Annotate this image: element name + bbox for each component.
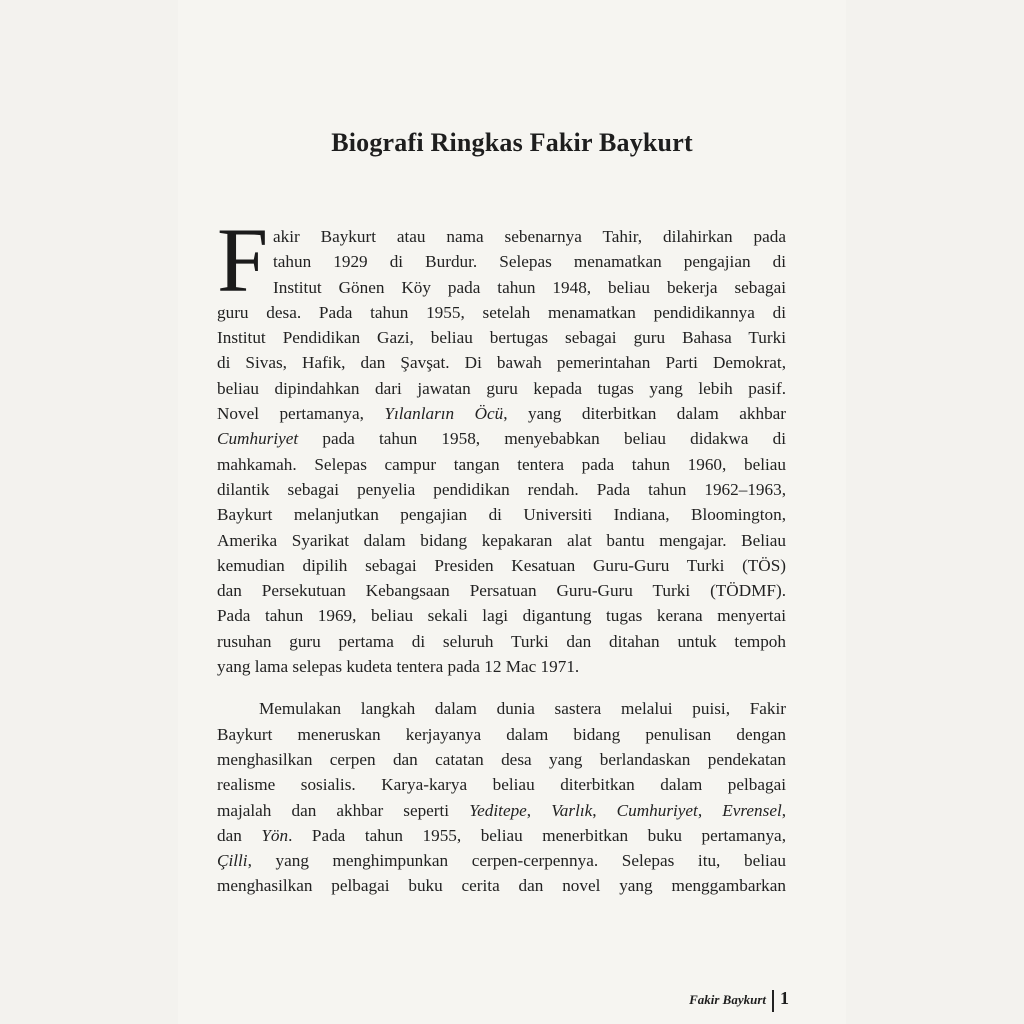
paragraph-gap (217, 679, 786, 696)
text-line: yang lama selepas kudeta tentera pada 12 Mac 1971. (217, 657, 580, 677)
running-footer-title: Fakir Baykurt (689, 992, 766, 1007)
text-line: Institut Gönen Köy pada tahun 1948, beliau bekerja sebagai (273, 277, 786, 297)
italic-title: Cumhuriyet (616, 800, 698, 820)
text-line: mahkamah. Selepas campur tangan tentera pada tahun 1960, beliau (217, 454, 786, 474)
italic-title: Çilli (217, 851, 248, 871)
drop-cap: F (217, 209, 269, 311)
text-run: , (592, 800, 617, 820)
text-run: , (526, 800, 552, 820)
text-run: Novel pertamanya, (217, 404, 385, 424)
italic-title: Varlık (551, 800, 593, 820)
text-line (217, 426, 786, 451)
text-run: , yang diterbitkan dalam akhbar (503, 404, 787, 424)
text-line: Baykurt melanjutkan pengajian di Universiti Indiana, Bloomington, (217, 505, 786, 525)
text-line: rusuhan guru pertama di seluruh Turki dan ditahan untuk tempoh (217, 631, 786, 651)
text-run: , yang menghimpunkan cerpen-cerpennya. Selepas itu, beliau (247, 851, 786, 871)
text-run: majalah dan akhbar seperti (217, 800, 470, 820)
text-line: Amerika Syarikat dalam bidang kepakaran alat bantu mengajar. Beliau (217, 530, 786, 550)
italic-title: Yılanların Öcü (384, 404, 504, 424)
text-line: Baykurt meneruskan kerjayanya dalam bidang penulisan dengan (217, 724, 786, 744)
text-run: dan (217, 825, 262, 845)
footer-divider (772, 990, 774, 1012)
italic-title: Evrensel (722, 800, 782, 820)
italic-title: Cumhuriyet (217, 429, 299, 449)
text-line (217, 798, 786, 823)
text-line: beliau dipindahkan dari jawatan guru kepada tugas yang lebih pasif. (217, 378, 786, 398)
text-run: , (697, 800, 723, 820)
paragraph-1 (217, 224, 786, 679)
text-line: Institut Pendidikan Gazi, beliau bertugas sebagai guru Bahasa Turki (217, 328, 786, 348)
chapter-title: Biografi Ringkas Fakir Baykurt (331, 128, 693, 157)
paragraph-2 (217, 696, 786, 898)
text-line: tahun 1929 di Burdur. Selepas menamatkan pengajian di (273, 252, 786, 272)
text-line: menghasilkan pelbagai buku cerita dan novel yang menggambarkan (217, 876, 786, 896)
text-line: Pada tahun 1969, beliau sekali lagi digantung tugas kerana menyertai (217, 606, 786, 626)
text-run: , (781, 800, 787, 820)
text-line: guru desa. Pada tahun 1955, setelah menamatkan pendidikannya di (217, 302, 786, 322)
text-run: . Pada tahun 1955, beliau menerbitkan buku pertamanya, (288, 825, 786, 845)
text-line: kemudian dipilih sebagai Presiden Kesatuan Guru-Guru Turki (TÖS) (217, 555, 786, 575)
text-line (217, 823, 786, 848)
italic-title: Yeditepe (469, 800, 527, 820)
text-line: dilantik sebagai penyelia pendidikan rendah. Pada tahun 1962–1963, (217, 479, 786, 499)
text-line (217, 848, 786, 873)
text-run: pada tahun 1958, menyebabkan beliau didakwa di (298, 429, 786, 449)
text-line (217, 401, 786, 426)
text-line: Memulakan langkah dalam dunia sastera melalui puisi, Fakir (259, 699, 786, 719)
text-line: realisme sosialis. Karya-karya beliau diterbitkan dalam pelbagai (217, 775, 786, 795)
page-number: 1 (780, 988, 789, 1008)
text-line: akir Baykurt atau nama sebenarnya Tahir, dilahirkan pada (273, 227, 786, 246)
text-line: menghasilkan cerpen dan catatan desa yang berlandaskan pendekatan (217, 749, 786, 769)
text-line: dan Persekutuan Kebangsaan Persatuan Guru-Guru Turki (TÖDMF). (217, 581, 786, 601)
italic-title: Yön (261, 825, 289, 845)
text-line: di Sivas, Hafik, dan Şavşat. Di bawah pemerintahan Parti Demokrat, (217, 353, 786, 373)
body-text (217, 224, 786, 899)
